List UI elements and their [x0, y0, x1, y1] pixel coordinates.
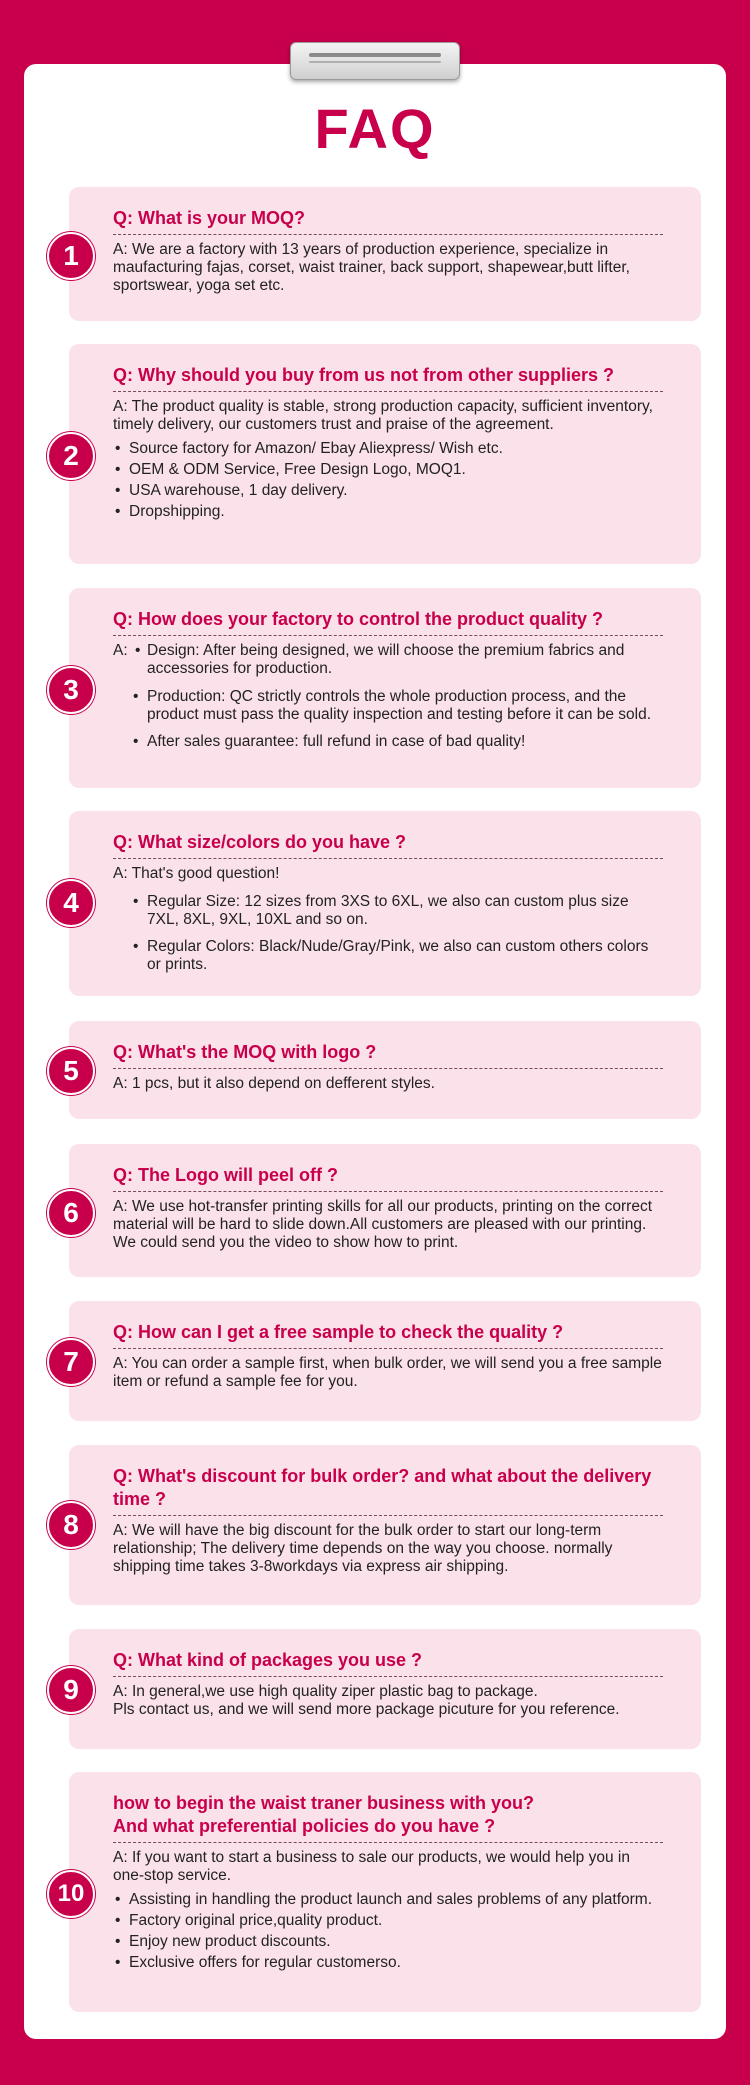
clipboard-clip	[290, 42, 460, 80]
list-item: • Assisting in handling the product launch and sales problems of any platform.	[113, 1891, 663, 1909]
list-item: • USA warehouse, 1 day delivery.	[113, 482, 663, 500]
faq-question: Q: What's discount for bulk order? and what about the delivery time ?	[113, 1465, 663, 1516]
faq-answer: A: 1 pcs, but it also depend on defferent styles.	[113, 1075, 435, 1092]
faq-bullet-list	[113, 688, 663, 751]
faq-question: Q: How does your factory to control the product quality ?	[113, 608, 663, 636]
faq-number-badge: 3	[47, 666, 95, 714]
faq-number-badge: 4	[47, 879, 95, 927]
faq-answer: A: We use hot-transfer printing skills for all our products, printing on the correct material will be hard to slide down.All customers are pleased with our printing. We could send you the video to show how to print.	[113, 1198, 653, 1251]
faq-answer: A: You can order a sample first, when bulk order, we will send you a free sample item or refund a sample fee for you.	[113, 1355, 662, 1390]
faq-number-badge: 9	[47, 1666, 95, 1714]
faq-card-6	[63, 1144, 701, 1277]
faq-number-badge: 5	[47, 1047, 95, 1095]
list-item: • Production: QC strictly controls the whole production process, and the product must pass the quality inspection and testing before it can be sold.	[113, 688, 663, 724]
faq-bullet-list	[113, 893, 663, 974]
faq-board	[24, 64, 726, 2039]
faq-card-10	[57, 1772, 701, 2012]
faq-question: Q: Why should you buy from us not from other suppliers ?	[113, 364, 663, 392]
list-item: • Regular Colors: Black/Nude/Gray/Pink, we also can custom others colors or prints.	[113, 938, 663, 974]
faq-number-badge: 6	[47, 1189, 95, 1237]
faq-answer: A: That's good question!	[113, 865, 280, 882]
answer-label: A:	[113, 642, 128, 659]
faq-card-3	[63, 588, 701, 788]
faq-question: Q: What's the MOQ with logo ?	[113, 1041, 663, 1069]
faq-number-badge: 8	[47, 1501, 95, 1549]
faq-question: Q: What is your MOQ?	[113, 207, 663, 235]
faq-bullet-list	[113, 440, 663, 521]
list-item: • Design: After being designed, we will choose the premium fabrics and accessories for production.	[133, 642, 663, 678]
list-item: • After sales guarantee: full refund in case of bad quality!	[113, 733, 663, 751]
faq-answer: A: In general,we use high quality ziper plastic bag to package.	[113, 1683, 538, 1700]
faq-number-badge: 7	[47, 1338, 95, 1386]
list-item: • Regular Size: 12 sizes from 3XS to 6XL, we also can custom plus size 7XL, 8XL, 9XL, 10XL and so on.	[113, 893, 663, 929]
faq-card-7	[63, 1301, 701, 1421]
faq-answer: A: If you want to start a business to sale our products, we would help you in one-stop service.	[113, 1849, 630, 1884]
faq-card-4	[63, 811, 701, 996]
faq-question: Q: The Logo will peel off ?	[113, 1164, 663, 1192]
list-item: • Enjoy new product discounts.	[113, 1933, 663, 1951]
faq-question: Q: What size/colors do you have ?	[113, 831, 663, 859]
faq-bullet-list	[113, 1891, 663, 1972]
faq-question-line-2: And what preferential policies do you have ?	[113, 1816, 496, 1836]
faq-card-1	[63, 187, 701, 321]
faq-number-badge: 2	[47, 432, 95, 480]
faq-answer: A: We are a factory with 13 years of production experience, specialize in maufacturing fajas, corset, waist trainer, back support, shapewear,butt lifter, sportswear, yoga set etc.	[113, 241, 630, 294]
faq-number-badge: 1	[47, 232, 95, 280]
faq-number-badge: 10	[47, 1870, 95, 1918]
list-item: • OEM & ODM Service, Free Design Logo, MOQ1.	[113, 461, 663, 479]
faq-answer: A: We will have the big discount for the bulk order to start our long-term relationship; The delivery time depends on the way you choose. normally shipping time takes 3-8workdays via express air shipping.	[113, 1522, 613, 1575]
list-item: • Factory original price,quality product.	[113, 1912, 663, 1930]
faq-answer	[113, 642, 663, 678]
faq-card-2	[63, 344, 701, 564]
faq-card-8	[63, 1445, 701, 1605]
faq-question: Q: What kind of packages you use ?	[113, 1649, 663, 1677]
list-item: • Source factory for Amazon/ Ebay Aliexpress/ Wish etc.	[113, 440, 663, 458]
page-title: FAQ	[314, 97, 436, 160]
faq-card-9	[63, 1629, 701, 1749]
faq-question-line-1: how to begin the waist traner business with you?	[113, 1793, 535, 1813]
faq-answer: A: The product quality is stable, strong production capacity, sufficient inventory, timely delivery, our customers trust and praise of the agreement.	[113, 398, 653, 433]
faq-answer-continued: Pls contact us, and we will send more package picuture for you reference.	[113, 1701, 620, 1718]
faq-question	[113, 1792, 663, 1843]
faq-question: Q: How can I get a free sample to check the quality ?	[113, 1321, 663, 1349]
list-item: • Dropshipping.	[113, 503, 663, 521]
faq-card-5	[63, 1021, 701, 1119]
list-item: • Exclusive offers for regular customerso.	[113, 1954, 663, 1972]
